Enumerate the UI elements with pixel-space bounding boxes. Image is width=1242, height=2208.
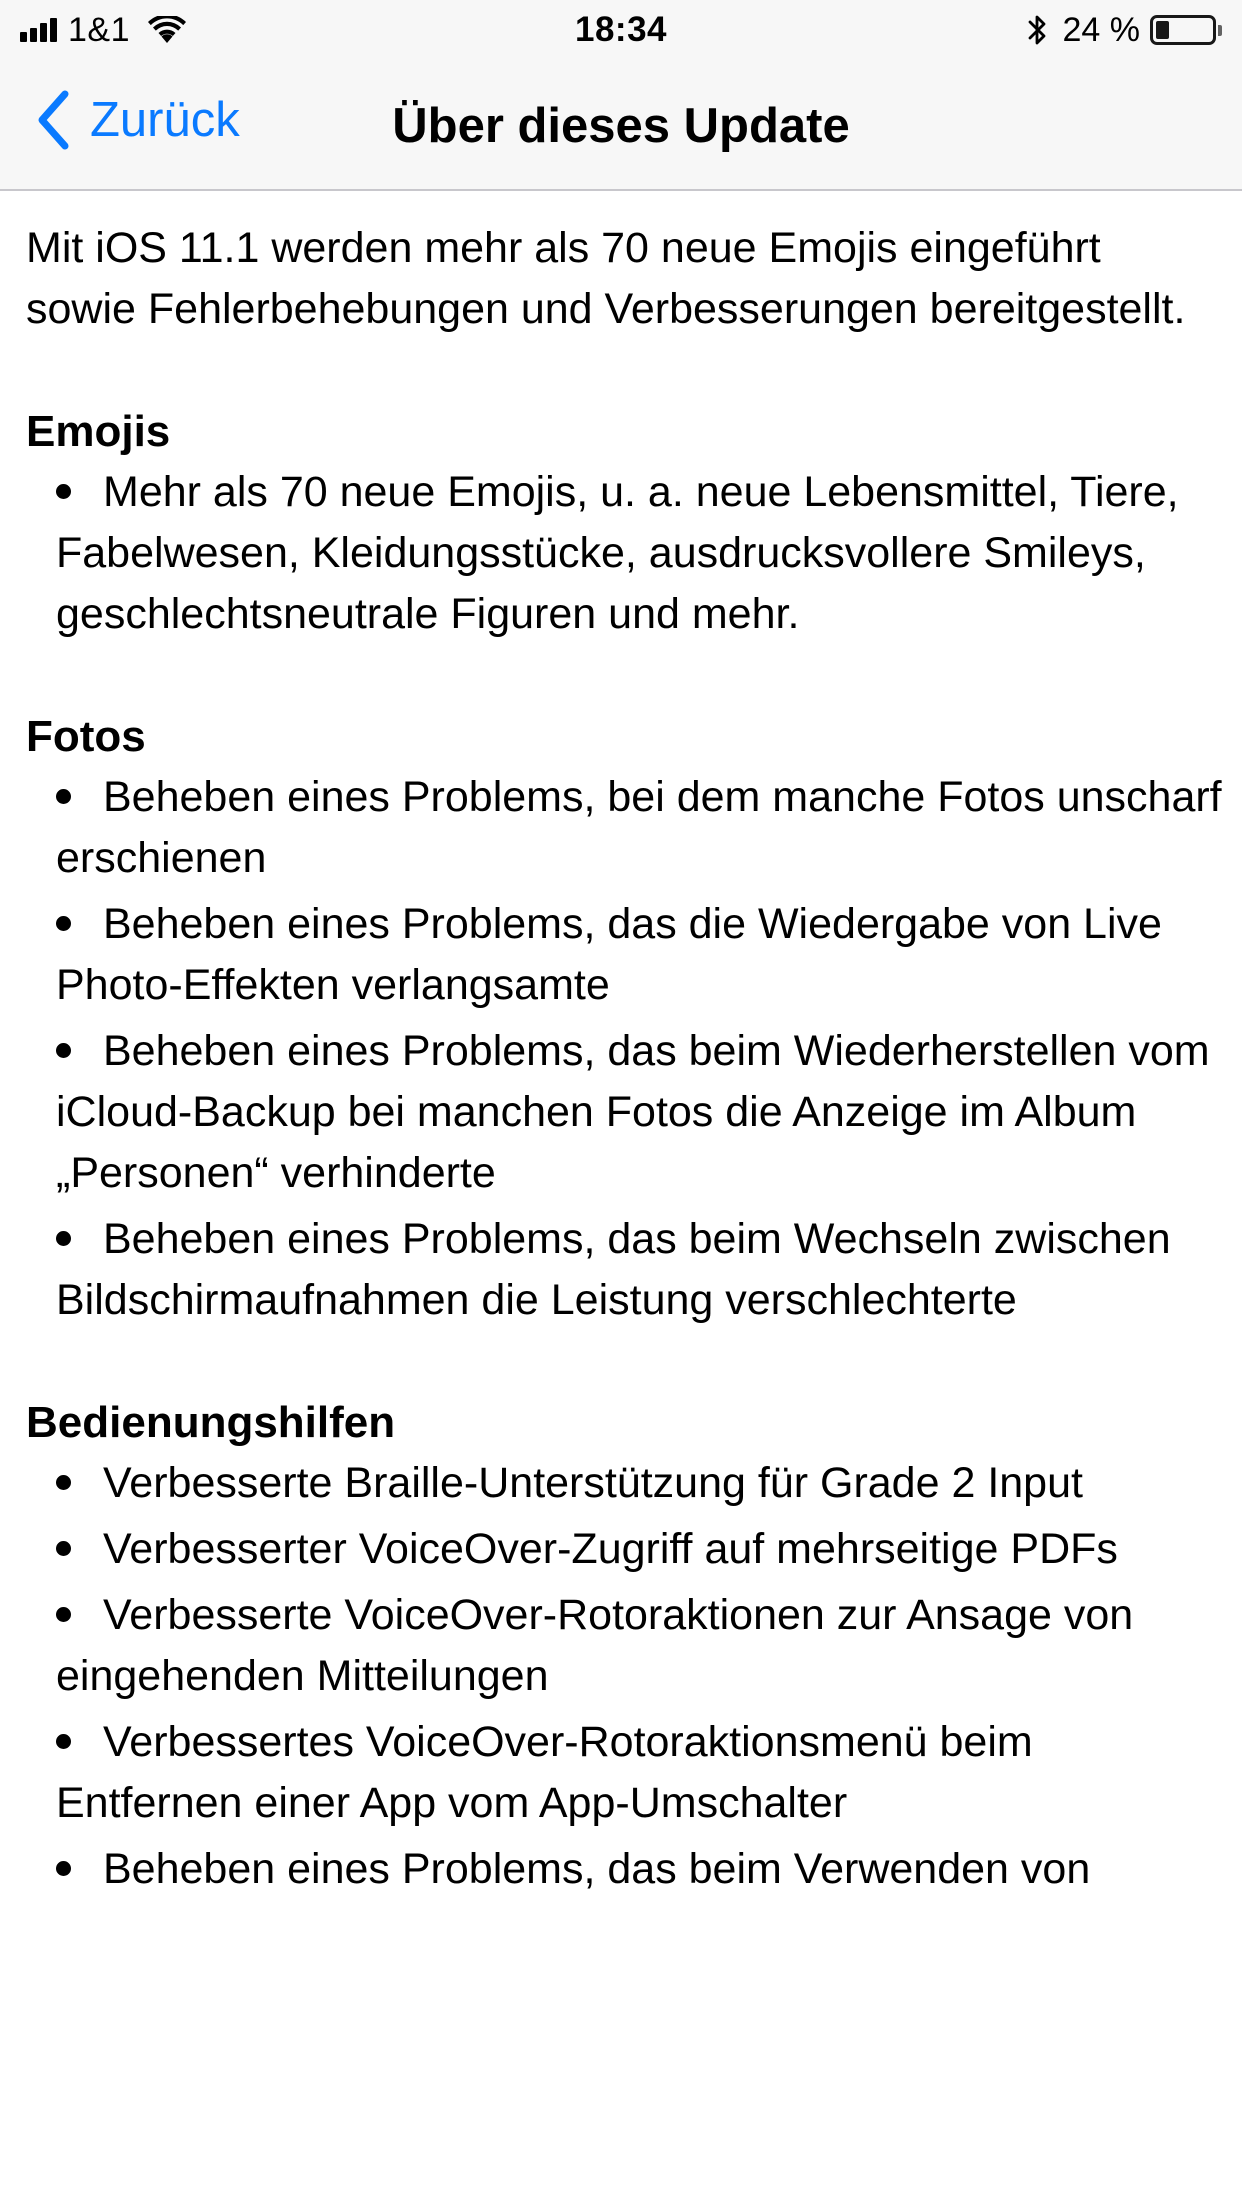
bullet-icon [56,484,71,499]
section-bedienungshilfen [26,1392,1222,1900]
list-item [56,894,1222,1016]
list-item-text: Beheben eines Problems, bei dem manche Fotos unscharf erschienen [56,773,1222,882]
list-item [56,1519,1222,1580]
list-item-text: Verbessertes VoiceOver-Rotoraktionsmenü beim Entfernen einer App vom App-Umschalter [56,1718,1033,1827]
status-bar [0,0,1242,60]
list-item [56,1453,1222,1514]
intro-text: Mit iOS 11.1 werden mehr als 70 neue Emojis eingeführt sowie Fehlerbehebungen und Verbesserungen bereitgestellt. [26,224,1186,333]
battery-level-fill [1156,21,1169,39]
bullet-icon [56,1861,71,1876]
back-button-label: Zurück [90,93,240,147]
section-title: Fotos [26,712,146,761]
battery-tip [1218,25,1222,36]
status-time: 18:34 [574,10,668,49]
section-title: Bedienungshilfen [26,1398,396,1447]
list-item [56,462,1222,645]
list-item [56,1585,1222,1707]
battery-icon [1150,15,1216,45]
bluetooth-icon [1027,13,1049,47]
navigation-bar [0,60,1242,191]
list-item-text: Verbesserte Braille-Unterstützung für Grade 2 Input [103,1459,1083,1507]
bullet-icon [56,1734,71,1749]
list-item [56,1021,1222,1204]
list-item-text: Beheben eines Problems, das beim Wechseln zwischen Bildschirmaufnahmen die Leistung verschlechterte [56,1215,1171,1324]
bullet-list [26,1453,1222,1900]
bullet-icon [56,916,71,931]
section-emojis [26,401,1222,645]
section-title: Emojis [26,407,171,456]
list-item-text: Verbesserter VoiceOver-Zugriff auf mehrseitige PDFs [103,1525,1118,1573]
bullet-icon [56,1231,71,1246]
list-item-text: Beheben eines Problems, das beim Verwenden von [103,1845,1091,1893]
bullet-list [26,767,1222,1331]
bullet-icon [56,1607,71,1622]
status-bar-right [1027,12,1223,48]
list-item [56,767,1222,889]
list-item-text: Verbesserte VoiceOver-Rotoraktionen zur Ansage von eingehenden Mitteilungen [56,1591,1134,1700]
page-title: Über dieses Update [392,99,850,153]
list-item-text: Beheben eines Problems, das beim Wiederherstellen vom iCloud-Backup bei manchen Fotos die Anzeige im Album „Personen“ verhinderte [56,1027,1210,1197]
bullet-icon [56,1475,71,1490]
list-item [56,1712,1222,1834]
list-item [56,1839,1222,1900]
list-item-text: Mehr als 70 neue Emojis, u. a. neue Lebensmittel, Tiere, Fabelwesen, Kleidungsstücke, ausdrucksvollere Smileys, geschlechtsneutrale Figuren und mehr. [56,468,1179,638]
bullet-icon [56,1043,71,1058]
bullet-list [26,462,1222,645]
list-item [56,1209,1222,1331]
update-notes [26,218,1222,1905]
battery-percent: 24 % [1062,10,1140,49]
section-fotos [26,706,1222,1331]
carrier-name: 1&1 [68,10,130,49]
list-item-text: Beheben eines Problems, das die Wiedergabe von Live Photo-Effekten verlangsamte [56,900,1162,1009]
bullet-icon [56,789,71,804]
bullet-icon [56,1541,71,1556]
